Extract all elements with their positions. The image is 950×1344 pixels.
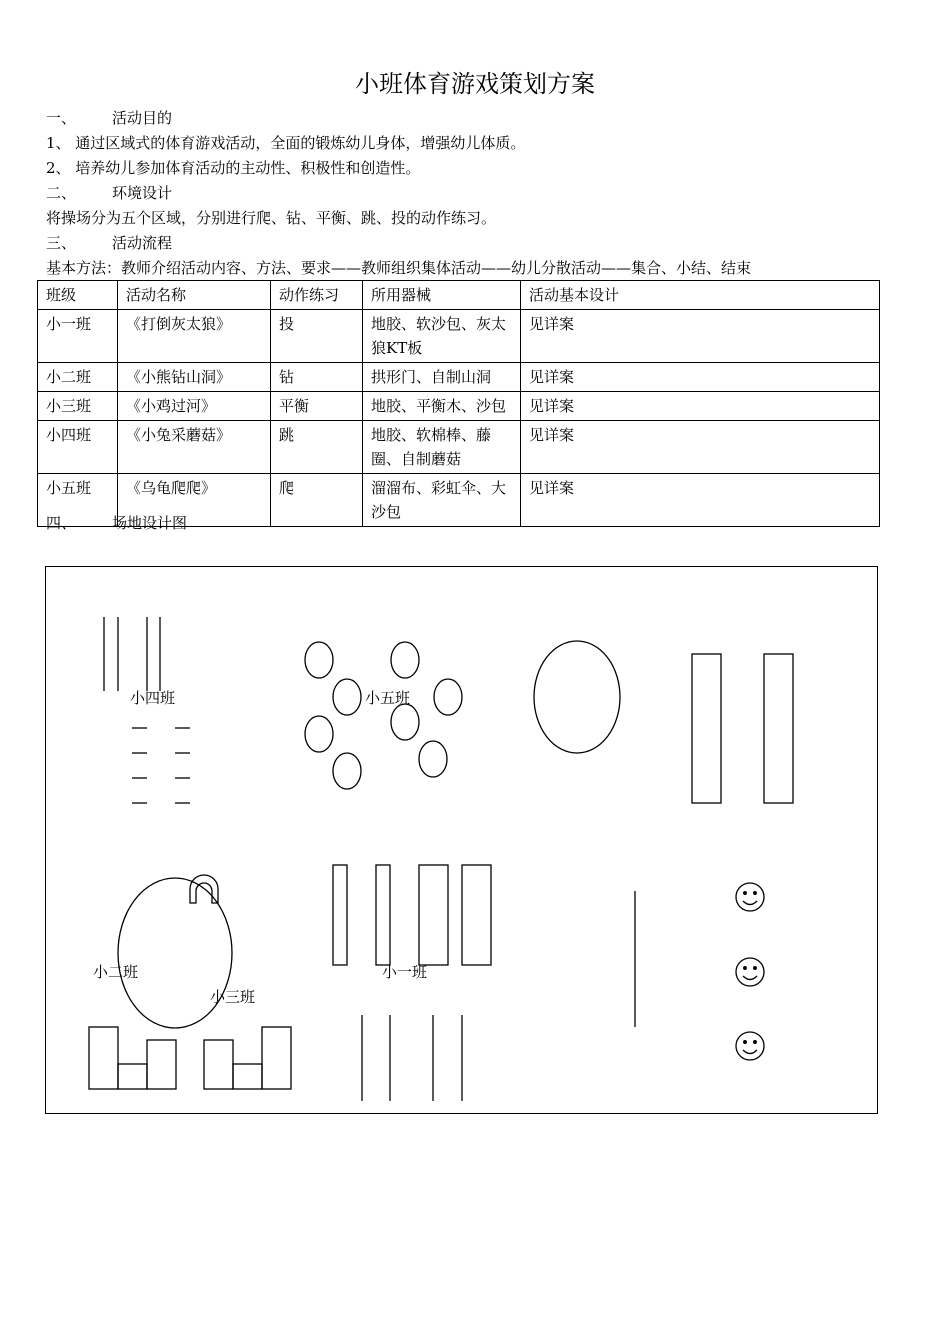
column-header: 动作练习	[271, 281, 363, 310]
tall-board	[692, 654, 721, 803]
table-cell: 地胶、平衡木、沙包	[363, 392, 521, 421]
table-cell: 小三班	[38, 392, 118, 421]
column-header: 班级	[38, 281, 118, 310]
table-cell: 跳	[271, 421, 363, 474]
board	[333, 865, 347, 965]
balance-blocks-left	[89, 1027, 176, 1089]
block	[147, 1040, 176, 1089]
field-label-class3: 小三班	[210, 988, 256, 1006]
table-cell: 小五班	[38, 474, 118, 527]
column-header: 活动名称	[118, 281, 271, 310]
table-cell: 见详案	[521, 392, 880, 421]
section-label: 活动目的	[112, 109, 173, 127]
table-cell: 《小兔采蘑菇》	[118, 421, 271, 474]
table-cell: 见详案	[521, 474, 880, 527]
table-cell: 《小鸡过河》	[118, 392, 271, 421]
table-row	[38, 363, 880, 392]
circle-mark	[419, 741, 447, 777]
block	[118, 1064, 147, 1089]
table-cell: 溜溜布、彩虹伞、大沙包	[363, 474, 521, 527]
throw-lines	[362, 1015, 462, 1101]
table-cell: 见详案	[521, 421, 880, 474]
table-row	[38, 310, 880, 363]
table-cell: 《打倒灰太狼》	[118, 310, 271, 363]
section-label: 活动流程	[112, 234, 173, 252]
table-cell: 《乌龟爬爬》	[118, 474, 271, 527]
smiley-icon	[736, 1032, 764, 1060]
floor-mat-dashes	[132, 728, 190, 803]
board	[376, 865, 390, 965]
table-cell: 小四班	[38, 421, 118, 474]
table-cell: 地胶、软棉棒、藤圈、自制蘑菇	[363, 421, 521, 474]
section-label: 场地设计图	[112, 514, 188, 532]
field-label-class4: 小四班	[130, 689, 176, 707]
board	[462, 865, 491, 965]
board	[419, 865, 448, 965]
activity-table	[37, 280, 880, 527]
field-layout-diagram	[45, 566, 878, 1114]
balance-blocks-right	[204, 1027, 291, 1089]
smiley-icon	[736, 883, 764, 911]
table-cell: 见详案	[521, 310, 880, 363]
block	[204, 1040, 233, 1089]
section-number: 四、	[46, 514, 77, 532]
circle-mark	[391, 704, 419, 740]
block	[89, 1027, 118, 1089]
table-cell: 小二班	[38, 363, 118, 392]
section-label: 环境设计	[112, 184, 173, 202]
target-boards	[333, 865, 491, 965]
section-number: 二、	[46, 184, 77, 202]
page-title: 小班体育游戏策划方案	[355, 70, 595, 98]
tall-board	[764, 654, 793, 803]
section-number: 一、	[46, 109, 77, 127]
method-text: 基本方法：教师介绍活动内容、方法、要求——教师组织集体活动——幼儿分散活动——集合、小结、结束	[46, 259, 752, 277]
sandbag-circles	[305, 642, 462, 789]
field-drawing	[46, 567, 879, 1115]
block	[233, 1064, 262, 1089]
column-header: 所用器械	[363, 281, 521, 310]
table-cell: 见详案	[521, 363, 880, 392]
section-heading-environment	[46, 183, 172, 203]
environment-text: 将操场分为五个区域，分别进行爬、钻、平衡、跳、投的动作练习。	[46, 209, 497, 227]
table-header-row	[38, 281, 880, 310]
circle-mark	[305, 716, 333, 752]
circle-mark	[333, 679, 361, 715]
table-cell: 地胶、软沙包、灰太狼KT板	[363, 310, 521, 363]
smiley-icon	[736, 958, 764, 986]
column-header: 活动基本设计	[521, 281, 880, 310]
circle-mark	[305, 642, 333, 678]
circle-mark	[391, 642, 419, 678]
section-heading-flow	[46, 233, 172, 253]
section-heading-field	[46, 513, 187, 533]
table-cell: 平衡	[271, 392, 363, 421]
circle-mark	[434, 679, 462, 715]
field-label-class1: 小一班	[382, 963, 428, 981]
goal-item: 1、 通过区域式的体育游戏活动，全面的锻炼幼儿身体，增强幼儿体质。	[46, 134, 526, 152]
table-row	[38, 421, 880, 474]
goal-item: 2、 培养幼儿参加体育活动的主动性、积极性和创造性。	[46, 159, 421, 177]
table-cell: 爬	[271, 474, 363, 527]
table-row	[38, 392, 880, 421]
section-number: 三、	[46, 234, 77, 252]
table-cell: 投	[271, 310, 363, 363]
table-cell: 钻	[271, 363, 363, 392]
table-cell: 拱形门、自制山洞	[363, 363, 521, 392]
section-heading-goals	[46, 108, 172, 128]
field-label-class5: 小五班	[365, 689, 411, 707]
field-label-class2: 小二班	[93, 963, 139, 981]
table-cell: 《小熊钻山洞》	[118, 363, 271, 392]
rainbow-umbrella-oval	[534, 641, 620, 753]
soft-rods-group	[104, 617, 160, 691]
circle-mark	[333, 753, 361, 789]
block	[262, 1027, 291, 1089]
table-cell: 小一班	[38, 310, 118, 363]
